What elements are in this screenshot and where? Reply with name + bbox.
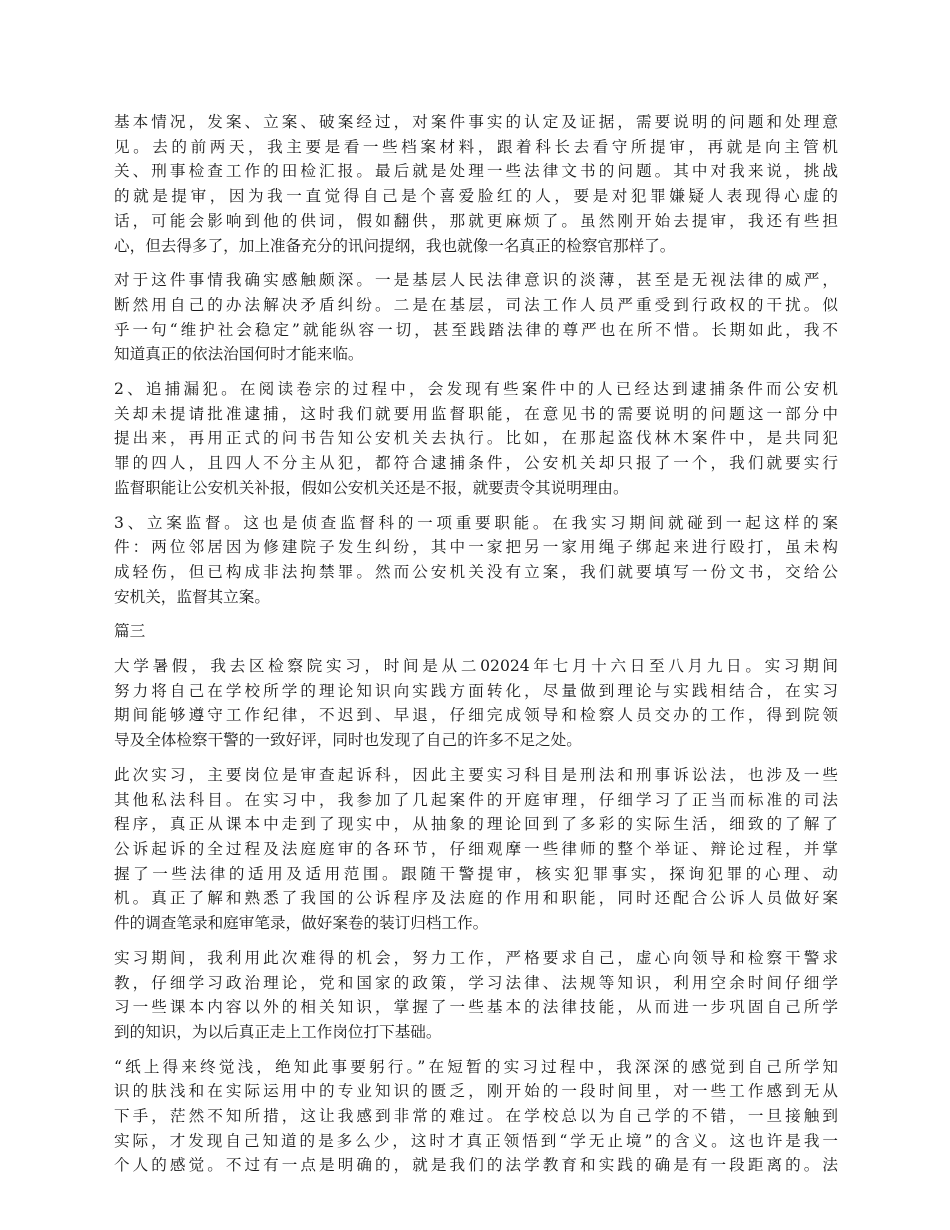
text-line: “纸上得来终觉浅，绝知此事要躬行。”在短暂的实习过程中，我深深的感觉到自己所学知 (114, 1057, 838, 1076)
text-line: 断然用自己的办法解决矛盾纠纷。二是在基层，司法工作人员严重受到行政权的干扰。似 (114, 295, 838, 314)
section-heading-text: 篇三 (114, 622, 146, 641)
text-line: 握了一些法律的适用及适用范围。跟随干警提审，核实犯罪事实，探询犯罪的心理、动 (114, 864, 838, 883)
text-line: 此次实习，主要岗位是审查起诉科，因此主要实习科目是刑法和刑事诉讼法，也涉及一些 (114, 765, 838, 784)
text-line: 努力将自己在学校所学的理论知识向实践方面转化，尽量做到理论与实践相结合，在实习 (114, 681, 838, 700)
text-line: 识的肤浅和在实际运用中的专业知识的匮乏，刚开始的一段时间里，对一些工作感到无从 (114, 1082, 838, 1101)
text-line: 程序，真正从课本中走到了现实中，从抽象的理论回到了多彩的实际生活，细致的了解了 (114, 815, 838, 834)
section-heading (114, 619, 838, 644)
text-line: 知道真正的依法治国何时才能来临。 (114, 345, 364, 364)
paragraph-p1 (114, 110, 838, 258)
text-line: 习一些课本内容以外的相关知识，掌握了一些基本的法律技能，从而进一步巩固自己所学 (114, 998, 838, 1017)
text-line: 关、刑事检查工作的田检汇报。最后就是处理一些法律文书的问题。其中对我来说，挑战 (114, 162, 838, 181)
text-line: 见。去的前两天，我主要是看一些档案材料，跟着科长去看守所提审，再就是向主管机 (114, 137, 838, 156)
text-line: 提出来，再用正式的问书告知公安机关去执行。比如，在那起盗伐林木案件中，是共同犯 (114, 429, 838, 448)
text-line: 成轻伤，但已构成非法拘禁罪。然而公安机关没有立案，我们就要填写一份文书，交给公 (114, 562, 838, 581)
text-line: 关却未提请批准逮捕，这时我们就要用监督职能，在意见书的需要说明的问题这一部分中 (114, 404, 838, 423)
text-line: 导及全体检察干警的一致好评，同时也发现了自己的许多不足之处。 (114, 731, 582, 750)
paragraph-p6 (114, 763, 838, 936)
text-line: 大学暑假，我去区检察院实习，时间是从二02024年七月十六日至八月九日。实习期间 (114, 657, 838, 676)
paragraph-p4 (114, 511, 838, 610)
text-line: 监督职能让公安机关补报，假如公安机关还是不报，就要责令其说明理由。 (114, 478, 629, 497)
text-line: 实际，才发现自己知道的是多么少，这时才真正领悟到“学无止境”的含义。这也许是我一 (114, 1131, 838, 1150)
text-line: 2、追捕漏犯。在阅读卷宗的过程中，会发现有些案件中的人已经达到逮捕条件而公安机 (114, 380, 838, 399)
document-body (114, 110, 838, 1188)
paragraph-p3 (114, 377, 838, 501)
paragraph-p2 (114, 268, 838, 367)
text-line: 公诉起诉的全过程及法庭庭审的各环节，仔细观摩一些律师的整个举证、辩论过程，并掌 (114, 839, 838, 858)
text-line: 心，但去得多了，加上准备充分的讯问提纲，我也就像一名真正的检察官那样了。 (114, 236, 676, 255)
text-line: 罪的四人，且四人不分主从犯，都符合逮捕条件，公安机关却只报了一个，我们就要实行 (114, 454, 838, 473)
text-line: 基本情况，发案、立案、破案经过，对案件事实的认定及证据，需要说明的问题和处理意 (114, 113, 838, 131)
text-line: 话，可能会影响到他的供词，假如翻供，那就更麻烦了。虽然刚开始去提审，我还有些担 (114, 211, 838, 230)
text-line: 教，仔细学习政治理论，党和国家的政策，学习法律、法规等知识，利用空余时间仔细学 (114, 973, 838, 992)
text-line: 到的知识，为以后真正走上工作岗位打下基础。 (114, 1022, 442, 1041)
text-line: 乎一句“维护社会稳定”就能纵容一切，甚至践踏法律的尊严也在所不惜。长期如此，我不 (114, 320, 838, 339)
text-line: 下手，茫然不知所措，这让我感到非常的难过。在学校总以为自己学的不错，一旦接触到 (114, 1107, 838, 1126)
text-line: 对于这件事情我确实感触颇深。一是基层人民法律意识的淡薄，甚至是无视法律的威严， (114, 271, 838, 290)
text-line: 件的调查笔录和庭审笔录，做好案卷的装订归档工作。 (114, 914, 489, 933)
text-line: 个人的感觉。不过有一点是明确的，就是我们的法学教育和实践的确是有一段距离的。法 (114, 1156, 838, 1175)
text-line: 安机关，监督其立案。 (114, 587, 270, 606)
text-line: 期间能够遵守工作纪律，不迟到、早退，仔细完成领导和检察人员交办的工作，得到院领 (114, 706, 838, 725)
text-line: 其他私法科目。在实习中，我参加了几起案件的开庭审理，仔细学习了正当而标准的司法 (114, 790, 838, 809)
text-line: 实习期间，我利用此次难得的机会，努力工作，严格要求自己，虚心向领导和检察干警求 (114, 948, 838, 967)
text-line: 的就是提审，因为我一直觉得自己是个喜爱脸红的人，要是对犯罪嫌疑人表现得心虚的 (114, 187, 838, 206)
paragraph-p8 (114, 1055, 838, 1179)
paragraph-p5 (114, 654, 838, 753)
text-line: 3、立案监督。这也是侦查监督科的一项重要职能。在我实习期间就碰到一起这样的案 (114, 513, 838, 532)
text-line: 机。真正了解和熟悉了我国的公诉程序及法庭的作用和职能，同时还配合公诉人员做好案 (114, 889, 838, 908)
paragraph-p7 (114, 946, 838, 1045)
text-line: 件：两位邻居因为修建院子发生纠纷，其中一家把另一家用绳子绑起来进行殴打，虽未构 (114, 538, 838, 557)
